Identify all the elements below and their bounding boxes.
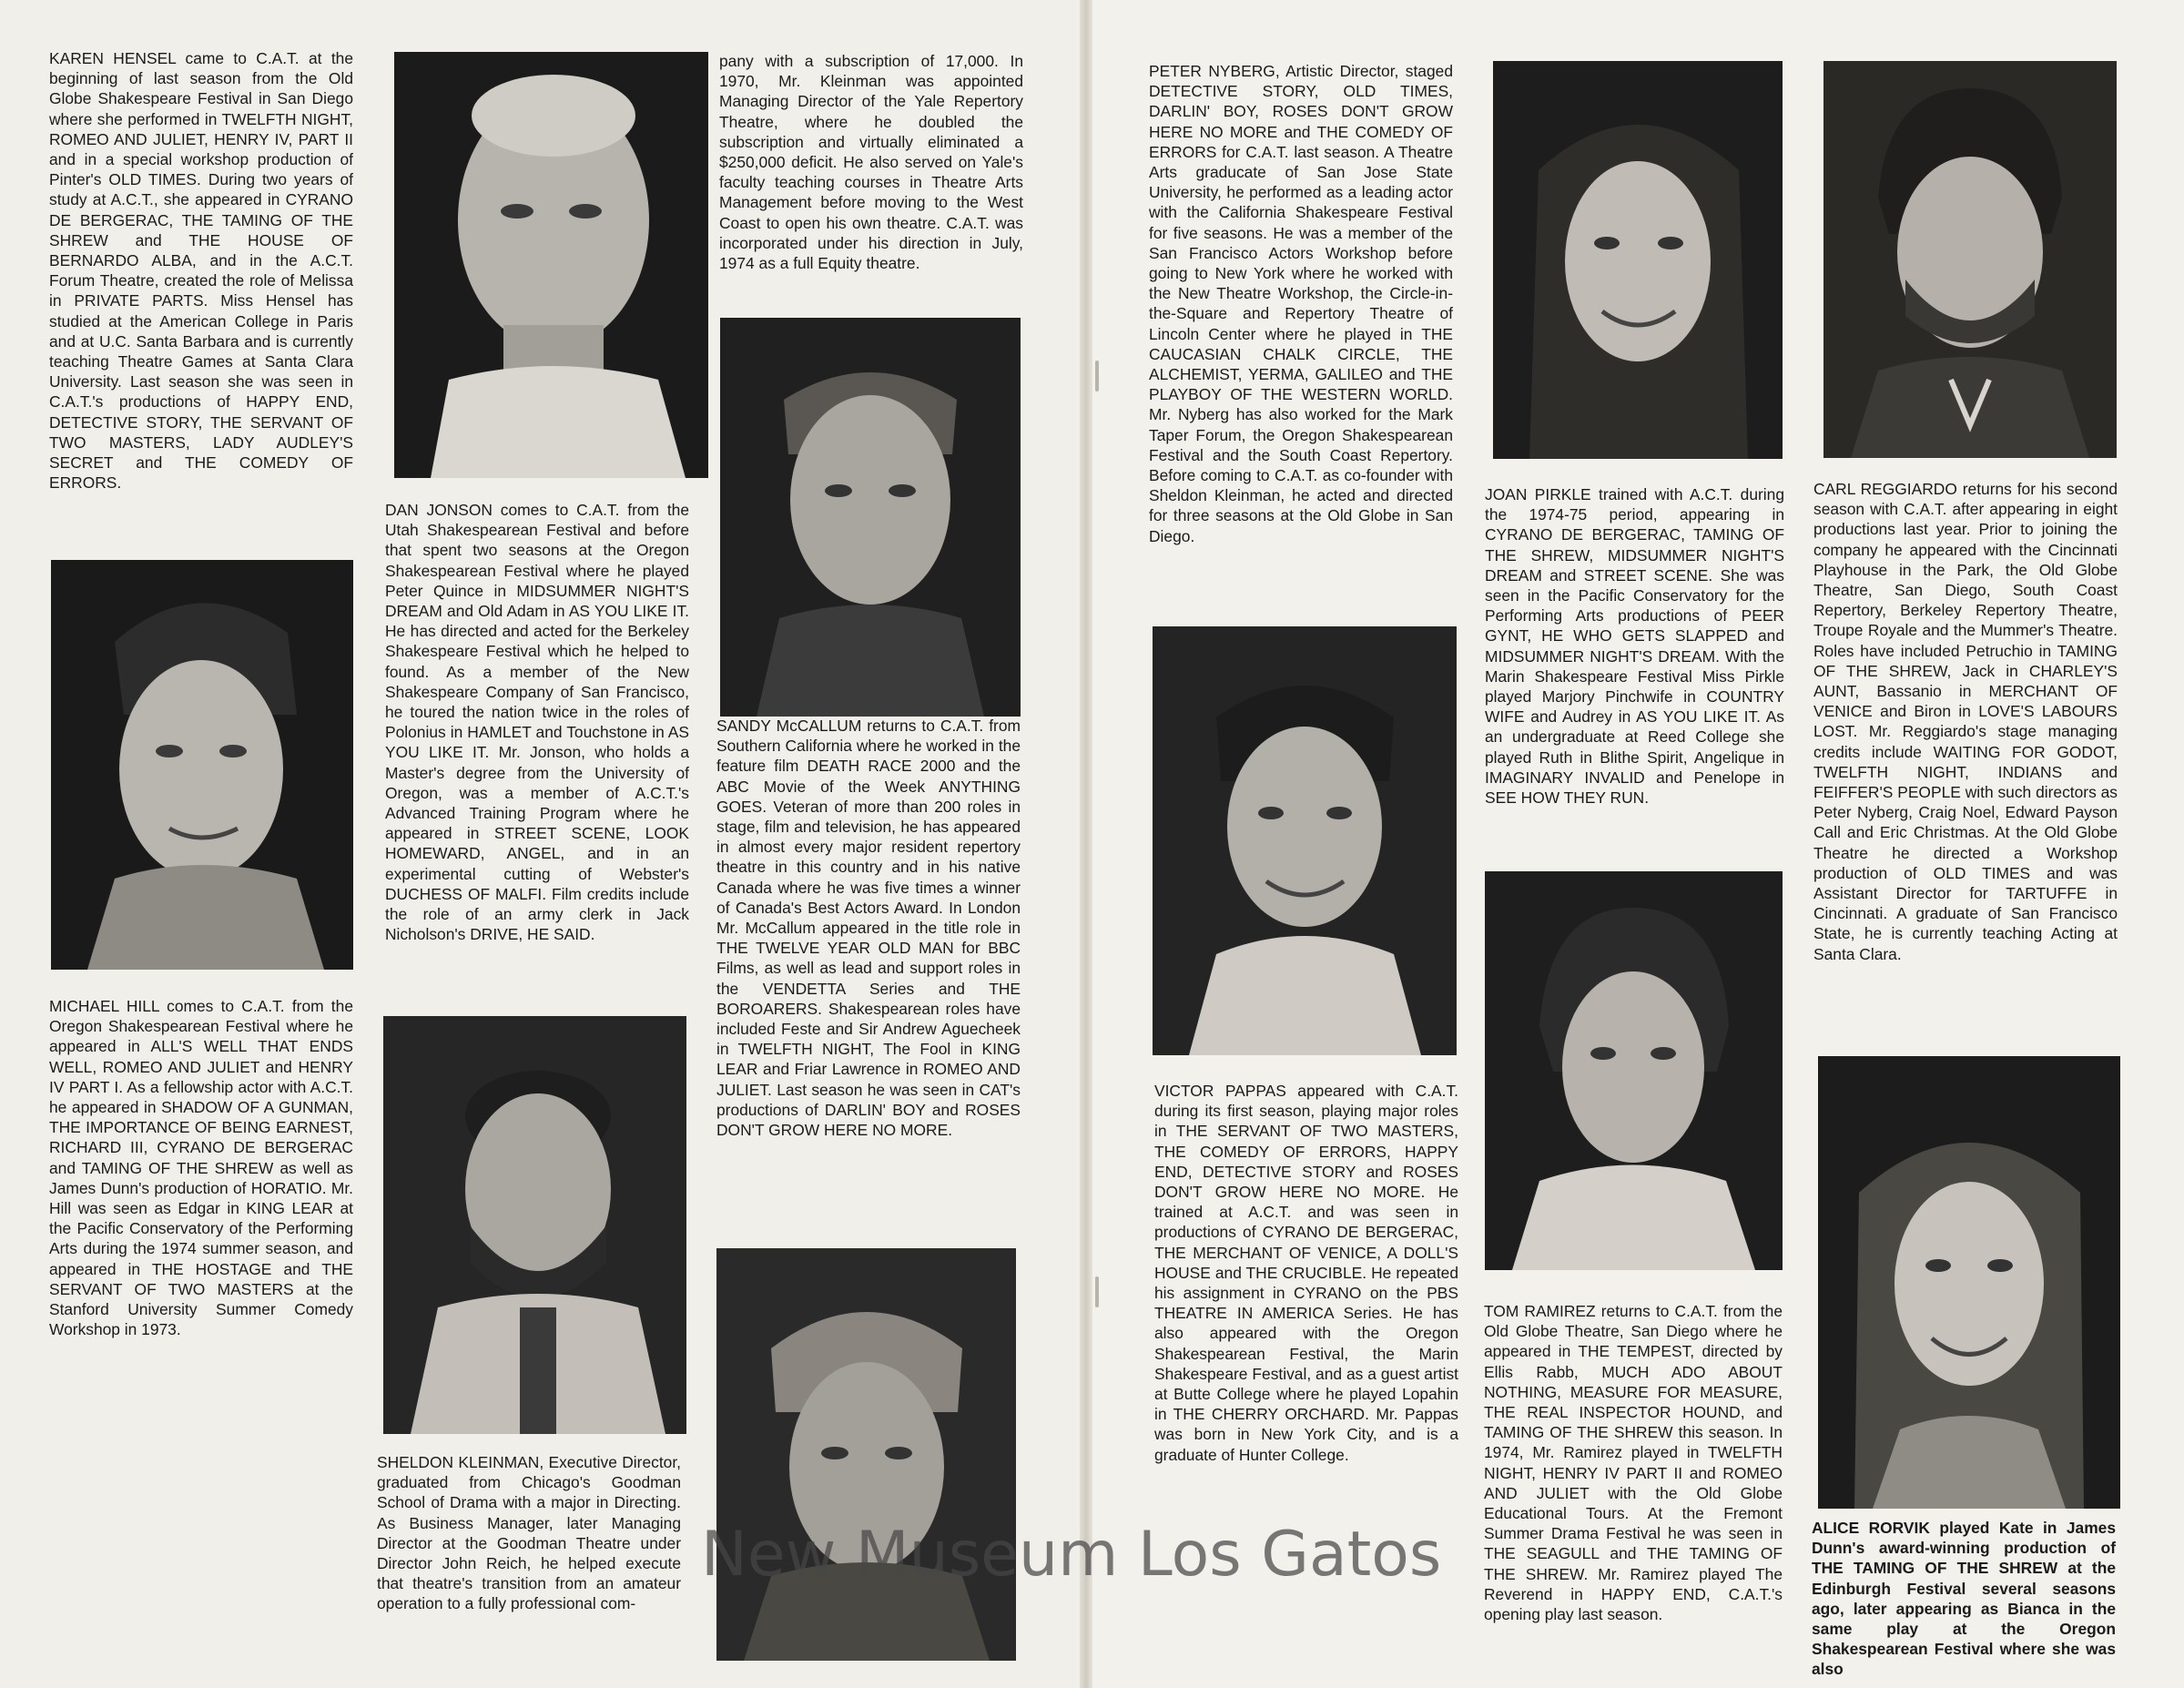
photo-dan-jonson bbox=[394, 52, 708, 478]
bio-karen-hensel: KAREN HENSEL came to C.A.T. at the beginning of last season from the Old Globe Shakespeare Festival in San Diego where she performed in TWELFTH NIGHT, ROMEO AND JULIET, HENRY IV, PART II and in a special workshop production of Pinter's OLD TIMES. During two years of study at A.C.T., she appeared in CYRANO DE BERGERAC, THE TAMING OF THE SHREW and THE HOUSE OF BERNARDO ALBA, and in the A.C.T. Forum Theatre, created the role of Melissa in PRIVATE PARTS. Miss Hensel has studied at the American College in Paris and at U.C. Santa Barbara and is currently teaching Theatre Games at Santa Clara University. Last season she was seen in C.A.T.'s productions of HAPPY END, DETECTIVE STORY, THE SERVANT OF TWO MASTERS, LADY AUDLEY'S SECRET and THE COMEDY OF ERRORS. bbox=[49, 49, 353, 493]
bio-carl-reggiardo: CARL REGGIARDO returns for his second season with C.A.T. after appearing in eight productions last year. Prior to joining the company he appeared with the Cincinnati Playhouse in the Park, the Old Globe Theatre, San Diego, South Coast Repertory, Berkeley Repertory Theatre, Troupe Royale and the Mummer's Theatre. Roles have included Petruchio in TAMING OF THE SHREW, Jack in CHARLEY'S AUNT, Bassanio in MERCHANT OF VENICE and Biron in LOVE'S LABOURS LOST. Mr. Reggiardo's stage managing credits include WAITING FOR GODOT, TWELFTH NIGHT, INDIANS and FEIFFER'S PEOPLE with such directors as Peter Nyberg, Craig Noel, Edward Payson Call and Eric Christmas. At the Old Globe Theatre he directed a Workshop production of OLD TIMES and was Assistant Director for TARTUFFE in Cincinnati. A graduate of San Francisco State, he is currently teaching Acting at Santa Clara. bbox=[1813, 480, 2118, 963]
bio-sheldon-kleinman: SHELDON KLEINMAN, Executive Director, graduated from Chicago's Goodman School of Drama with a major in Directing. As Business Manager, later Managing Director at the Goodman Theatre under Director John Reich, he helped execute that theatre's transition from an amateur operation to a fully professional com- bbox=[377, 1453, 681, 1613]
photo-sheldon-kleinman bbox=[383, 1016, 686, 1434]
photo-sandy-mccallum bbox=[720, 318, 1021, 717]
page-gutter bbox=[1080, 0, 1092, 1688]
bio-sheldon-kleinman-continued: pany with a subscription of 17,000. In 1970, Mr. Kleinman was appointed Managing Director of the Yale Repertory Theatre, where he doubled the subscription and virtually eliminated a $250,000 deficit. He also served on Yale's faculty teaching courses in Theatre Arts Management before moving to the West Coast to open his own theatre. C.A.T. was incorporated under his direction in July, 1974 as a full Equity theatre. bbox=[719, 52, 1023, 273]
bio-joan-pirkle: JOAN PIRKLE trained with A.C.T. during the 1974-75 period, appearing in CYRANO DE BERGERAC, TAMING OF THE SHREW, MIDSUMMER NIGHT'S DREAM and STREET SCENE. She was seen in the Pacific Conservatory for the Performing Arts productions of PEER GYNT, HE WHO GETS SLAPPED and MIDSUMMER NIGHT'S DREAM. With the Marin Shakespeare Festival Miss Pirkle played Marjory Pinchwife in COUNTRY WIFE and Audrey in AS YOU LIKE IT. As an undergraduate at Reed College she played Ruth in Blithe Spirit, Angelique in IMAGINARY INVALID and Penelope in SEE HOW THEY RUN. bbox=[1485, 485, 1784, 808]
staple-bottom bbox=[1095, 1276, 1099, 1307]
bio-dan-jonson: DAN JONSON comes to C.A.T. from the Utah Shakespearean Festival and before that spent two seasons at the Oregon Shakespearean Festival where he played Peter Quince in MIDSUMMER NIGHT'S DREAM and Old Adam in AS YOU LIKE IT. He has directed and acted for the Berkeley Shakespeare Festival which he helped to found. As a member of the New Shakespeare Company of San Francisco, he toured the nation twice in the roles of Polonius in HAMLET and Touchstone in AS YOU LIKE IT. Mr. Jonson, who holds a Master's degree from the University of Oregon, was a member of A.C.T.'s Advanced Training Program where he appeared in STREET SCENE, LOOK HOMEWARD, ANGEL, and in an experimental cutting of Webster's DUCHESS OF MALFI. Film credits include the role of an army clerk in Jack Nicholson's DRIVE, HE SAID. bbox=[385, 501, 689, 944]
photo-peter-nyberg bbox=[716, 1248, 1016, 1661]
photo-michael-hill bbox=[51, 560, 353, 970]
bio-peter-nyberg: PETER NYBERG, Artistic Director, staged DETECTIVE STORY, OLD TIMES, DARLIN' BOY, ROSES DON'T GROW HERE NO MORE and THE COMEDY OF ERRORS for C.A.T. last season. A Theatre Arts graducate of San Jose State University, he performed as a leading actor with the California Shakespeare Festival for five seasons. He was a member of the San Francisco Actors Workshop before going to New York where he worked with the New Theatre Workshop, the Circle-in-the-Square and Repertory Theatre of Lincoln Center where he played in THE CAUCASIAN CHALK CIRCLE, THE ALCHEMIST, YERMA, GALILEO and THE PLAYBOY OF THE WESTERN WORLD. Mr. Nyberg has also worked for the Mark Taper Forum, the Oregon Shakespearean Festival and the South Coast Repertory. Before coming to C.A.T. as co-founder with Sheldon Kleinman, he acted and directed for three seasons at the Old Globe in San Diego. bbox=[1149, 62, 1453, 545]
photo-victor-pappas bbox=[1153, 626, 1457, 1055]
bio-sandy-mccallum: SANDY McCALLUM returns to C.A.T. from Southern California where he worked in the feature film DEATH RACE 2000 and the ABC Movie of the Week ANYTHING GOES. Veteran of more than 200 roles in stage, film and television, he has appeared in almost every major resident repertory theatre in this country and in his native Canada where he was five times a winner of Canada's Best Actors Award. In London Mr. McCallum appeared in the title role in THE TWELVE YEAR OLD MAN for BBC Films, as well as lead and support roles in the VENDETTA Series and THE BOROARERS. Shakespearean roles have included Feste and Sir Andrew Aguecheek in TWELFTH NIGHT, The Fool in KING LEAR and Friar Lawrence in ROMEO AND JULIET. Last season he was seen in CAT's productions of DARLIN' BOY and ROSES DON'T GROW HERE NO MORE. bbox=[716, 717, 1021, 1140]
bio-michael-hill: MICHAEL HILL comes to C.A.T. from the Oregon Shakespearean Festival where he appeared in ALL'S WELL THAT ENDS WELL, ROMEO AND JULIET and HENRY IV PART I. As a fellowship actor with A.C.T. he appeared in SHADOW OF A GUNMAN, THE IMPORTANCE OF BEING EARNEST, RICHARD III, CYRANO DE BERGERAC and TAMING OF THE SHREW as well as James Dunn's production of HORATIO. Mr. Hill was seen as Edgar in KING LEAR at the Pacific Conservatory of the Performing Arts during the 1974 summer season, and appeared in THE HOSTAGE and THE SERVANT OF TWO MASTERS at the Stanford University Summer Comedy Workshop in 1973. bbox=[49, 997, 353, 1339]
staple-top bbox=[1095, 361, 1099, 391]
photo-tom-ramirez bbox=[1485, 871, 1783, 1270]
bio-alice-rorvik: ALICE RORVIK played Kate in James Dunn's award-winning production of THE TAMING OF THE SHREW at the Edinburgh Festival several seasons ago, later appearing as Bianca in the same play at the Oregon Shakespearean Festival where she was also bbox=[1812, 1519, 2116, 1679]
photo-carl-reggiardo bbox=[1823, 61, 2117, 458]
photo-alice-rorvik bbox=[1818, 1056, 2120, 1509]
bio-victor-pappas: VICTOR PAPPAS appeared with C.A.T. during its first season, playing major roles in THE SERVANT OF TWO MASTERS, THE COMEDY OF ERRORS, HAPPY END, DETECTIVE STORY and ROSES DON'T GROW HERE NO MORE. He trained at A.C.T. and was seen in productions of CYRANO DE BERGERAC, THE MERCHANT OF VENICE, A DOLL'S HOUSE and THE CRUCIBLE. He repeated his assignment in CYRANO on the PBS THEATRE IN AMERICA Series. He has also appeared with the Oregon Shakespearean Festival, the Marin Shakespeare Festival, and as a guest artist at Butte College where he played Lopahin in THE CHERRY ORCHARD. Mr. Pappas was born in New York City, and is a graduate of Hunter College. bbox=[1154, 1082, 1458, 1464]
watermark: New Museum Los Gatos bbox=[701, 1519, 1442, 1591]
photo-joan-pirkle bbox=[1493, 61, 1783, 459]
bio-tom-ramirez: TOM RAMIREZ returns to C.A.T. from the Old Globe Theatre, San Diego where he appeared in THE TEMPEST, directed by Ellis Rabb, MUCH ADO ABOUT NOTHING, MEASURE FOR MEASURE, THE REAL INSPECTOR HOUND, and TAMING OF THE SHREW this season. In 1974, Mr. Ramirez played in TWELFTH NIGHT, HENRY IV PART II and ROMEO AND JULIET with the Old Globe Educational Tours. At the Fremont Summer Drama Festival he was seen in THE SEAGULL and THE TAMING OF THE SHREW. Mr. Ramirez played The Reverend in HAPPY END, C.A.T.'s opening play last season. bbox=[1484, 1302, 1783, 1624]
